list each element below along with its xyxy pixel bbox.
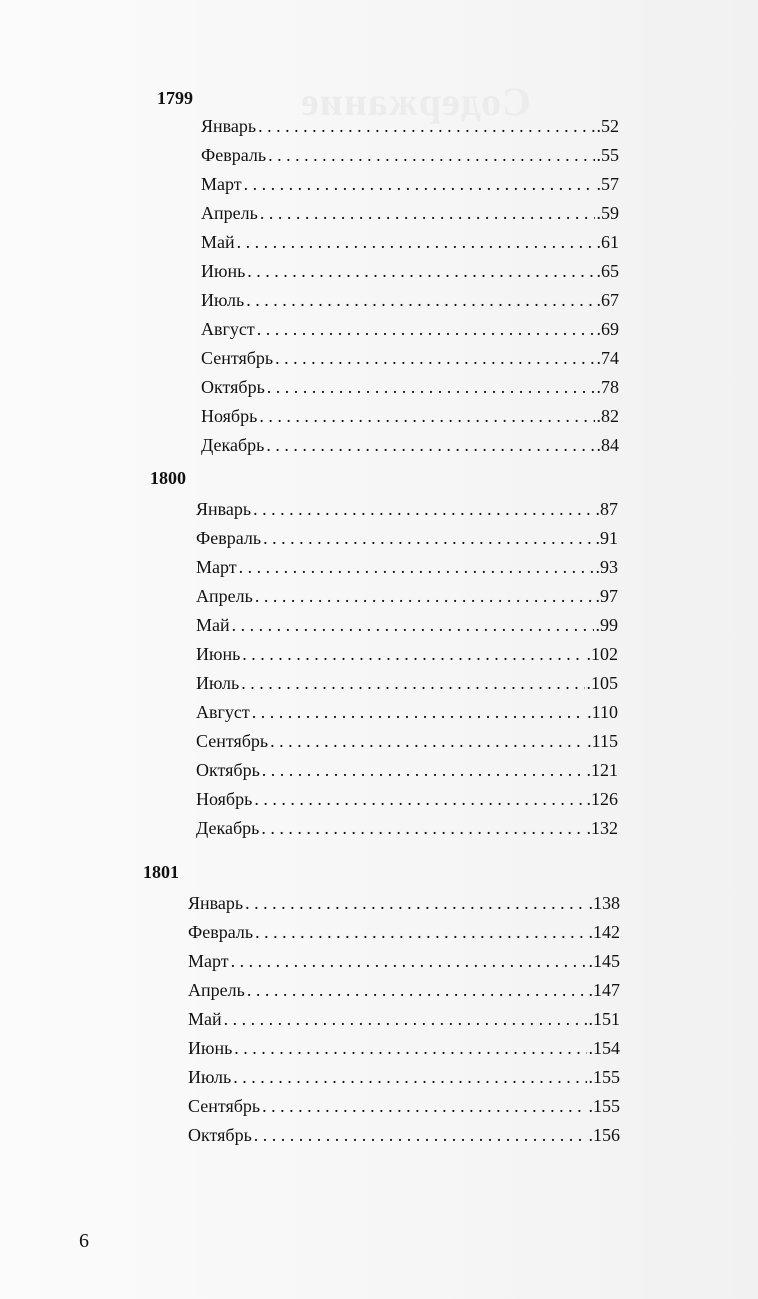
entry-month: Март [196, 557, 237, 577]
entry-page: .99 [595, 615, 618, 635]
entry-page: .105 [586, 673, 618, 693]
toc-entry [188, 1034, 620, 1063]
dot-leader [260, 199, 595, 228]
entry-month: Июнь [201, 261, 246, 281]
toc-entry [201, 199, 619, 228]
dot-leader [224, 1005, 587, 1034]
entry-page: .87 [595, 499, 618, 519]
dot-leader [267, 373, 595, 402]
toc-entry [201, 112, 619, 141]
entry-month: Март [201, 174, 242, 194]
toc-entry [188, 947, 620, 976]
entry-month: Октябрь [188, 1125, 252, 1145]
entry-month: Апрель [201, 203, 258, 223]
entry-page: .138 [588, 893, 620, 913]
toc-entry [201, 402, 619, 431]
dot-leader [232, 611, 594, 640]
toc-entry [196, 611, 618, 640]
entry-month: Сентябрь [201, 348, 274, 368]
dot-leader [253, 495, 593, 524]
entry-page: .110 [587, 702, 618, 722]
toc-entry [188, 918, 620, 947]
entry-page: .156 [588, 1125, 620, 1145]
dot-leader [233, 1063, 586, 1092]
entry-page: .67 [596, 290, 619, 310]
dot-leader [270, 727, 585, 756]
toc-entry [201, 431, 619, 460]
dot-leader [234, 1034, 586, 1063]
dot-leader [252, 698, 585, 727]
entry-month: Январь [201, 116, 257, 136]
toc-entry [201, 344, 619, 373]
entry-month: Февраль [201, 145, 267, 165]
entry-month: Декабрь [196, 818, 260, 838]
toc-entry [201, 228, 619, 257]
dot-leader [254, 785, 584, 814]
entry-page: .142 [588, 922, 620, 942]
toc-entry [196, 495, 618, 524]
toc-entry [201, 141, 619, 170]
entry-page: .91 [595, 528, 618, 548]
toc-section-1801 [143, 860, 620, 1150]
entry-month: Июнь [196, 644, 241, 664]
toc-entry [201, 170, 619, 199]
entry-month: Февраль [196, 528, 262, 548]
entry-month: Май [196, 615, 230, 635]
dot-leader [237, 228, 595, 257]
dot-leader [254, 1121, 587, 1150]
toc-entry [188, 889, 620, 918]
toc-section-1800 [150, 466, 618, 843]
entry-page: .155 [588, 1067, 620, 1087]
toc-section-1799 [157, 86, 619, 460]
entry-page: .55 [596, 145, 619, 165]
entry-month: Ноябрь [201, 406, 258, 426]
entry-page: .57 [596, 174, 619, 194]
entry-month: Ноябрь [196, 789, 253, 809]
entry-month: Октябрь [201, 377, 265, 397]
toc-entry [188, 976, 620, 1005]
entry-page: .65 [596, 261, 619, 281]
entry-month: Апрель [188, 980, 245, 1000]
entry-month: Июль [201, 290, 245, 310]
entry-page: .155 [588, 1096, 620, 1116]
entry-page: .52 [596, 116, 619, 136]
entry-page: .82 [596, 406, 619, 426]
entry-page: .61 [596, 232, 619, 252]
dot-leader [258, 112, 594, 141]
entry-page: .115 [587, 731, 618, 751]
toc-entry [188, 1063, 620, 1092]
entry-page: .145 [588, 951, 620, 971]
dot-leader [247, 976, 587, 1005]
entry-month: Август [201, 319, 255, 339]
entry-page: .59 [596, 203, 619, 223]
dot-leader [242, 640, 584, 669]
entry-page: .132 [586, 818, 618, 838]
toc-entry [196, 814, 618, 843]
entry-page: .84 [596, 435, 619, 455]
dot-leader [244, 170, 595, 199]
entry-month: Январь [188, 893, 244, 913]
dot-leader [257, 315, 595, 344]
page-number: 6 [79, 1230, 89, 1252]
entry-month: Сентябрь [188, 1096, 261, 1116]
entry-month: Август [196, 702, 250, 722]
entry-page: .69 [596, 319, 619, 339]
dot-leader [262, 756, 585, 785]
dot-leader [239, 553, 594, 582]
toc-entry [201, 286, 619, 315]
toc-entry [196, 756, 618, 785]
entry-page: .93 [595, 557, 618, 577]
toc-entry [201, 257, 619, 286]
toc-entry [196, 553, 618, 582]
entry-page: .147 [588, 980, 620, 1000]
toc-entry [196, 785, 618, 814]
section-year: 1801 [143, 862, 179, 882]
dot-leader [266, 431, 594, 460]
entry-month: Сентябрь [196, 731, 269, 751]
dot-leader [259, 402, 594, 431]
toc-entry [196, 698, 618, 727]
section-year: 1800 [150, 468, 186, 488]
toc-entry [196, 582, 618, 611]
dot-leader [231, 947, 587, 976]
dot-leader [255, 918, 586, 947]
entry-month: Январь [196, 499, 252, 519]
show-through-heading: Содержание [300, 79, 531, 124]
dot-leader [262, 1092, 586, 1121]
dot-leader [268, 141, 594, 170]
entry-month: Апрель [196, 586, 253, 606]
entry-page: .78 [596, 377, 619, 397]
entry-page: .121 [586, 760, 618, 780]
entry-month: Октябрь [196, 760, 260, 780]
entry-month: Май [201, 232, 235, 252]
entry-page: .151 [588, 1009, 620, 1029]
dot-leader [275, 344, 594, 373]
entry-month: Май [188, 1009, 222, 1029]
toc-entry [196, 524, 618, 553]
dot-leader [241, 669, 584, 698]
entry-page: .154 [588, 1038, 620, 1058]
toc-entry [196, 727, 618, 756]
entry-month: Июль [196, 673, 240, 693]
dot-leader [255, 582, 594, 611]
entry-month: Март [188, 951, 229, 971]
entry-page: .102 [586, 644, 618, 664]
toc-entry [196, 640, 618, 669]
entry-month: Июль [188, 1067, 232, 1087]
toc-entry [188, 1005, 620, 1034]
dot-leader [245, 889, 586, 918]
entry-month: Июнь [188, 1038, 233, 1058]
entry-page: .97 [595, 586, 618, 606]
entry-month: Февраль [188, 922, 254, 942]
toc-entry [201, 373, 619, 402]
toc-entry [188, 1092, 620, 1121]
dot-leader [246, 286, 594, 315]
toc-entry [196, 669, 618, 698]
section-year: 1799 [157, 88, 193, 108]
entry-month: Декабрь [201, 435, 265, 455]
dot-leader [263, 524, 593, 553]
dot-leader [261, 814, 584, 843]
toc-entry [188, 1121, 620, 1150]
entry-page: .74 [596, 348, 619, 368]
toc-entry [201, 315, 619, 344]
entry-page: .126 [586, 789, 618, 809]
dot-leader [247, 257, 594, 286]
